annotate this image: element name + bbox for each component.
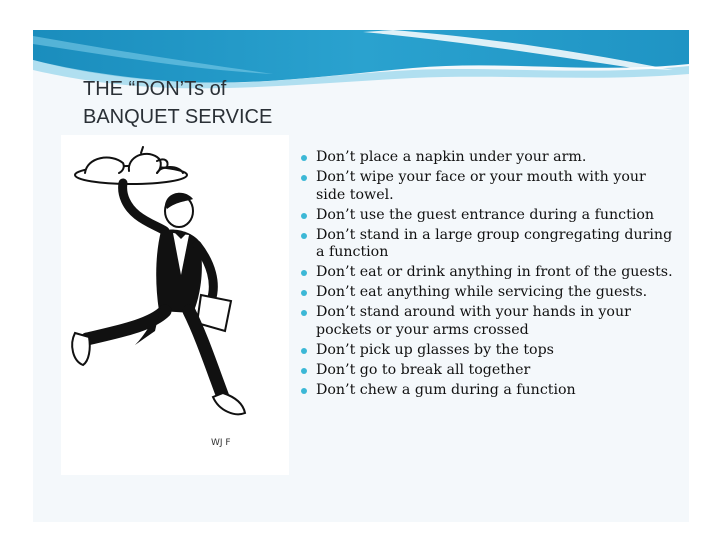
bullet-item: Don’t eat anything while servicing the guests. bbox=[298, 284, 678, 302]
bullet-item: Don’t wipe your face or your mouth with your side towel. bbox=[298, 169, 678, 204]
bullet-item: Don’t stand in a large group congregating during a function bbox=[298, 227, 678, 262]
bullet-item: Don’t eat or drink anything in front of the guests. bbox=[298, 264, 678, 282]
waiter-illustration bbox=[61, 135, 289, 475]
bullet-item: Don’t chew a gum during a function bbox=[298, 382, 678, 400]
bullet-item: Don’t pick up glasses by the tops bbox=[298, 342, 678, 360]
bullet-item: Don’t stand around with your hands in your pockets or your arms crossed bbox=[298, 304, 678, 339]
waiter-drawing bbox=[61, 135, 289, 475]
slide bbox=[33, 30, 689, 522]
bullet-item: Don’t use the guest entrance during a function bbox=[298, 207, 678, 225]
bullet-item: Don’t place a napkin under your arm. bbox=[298, 149, 678, 167]
illustration-signature: WJ F bbox=[211, 438, 231, 448]
title-line-2: BANQUET SERVICE bbox=[83, 106, 273, 128]
title-line-1: THE “DON’Ts of bbox=[83, 78, 227, 100]
slide-title bbox=[83, 75, 272, 131]
bullet-list bbox=[298, 149, 678, 402]
bullet-item: Don’t go to break all together bbox=[298, 362, 678, 380]
